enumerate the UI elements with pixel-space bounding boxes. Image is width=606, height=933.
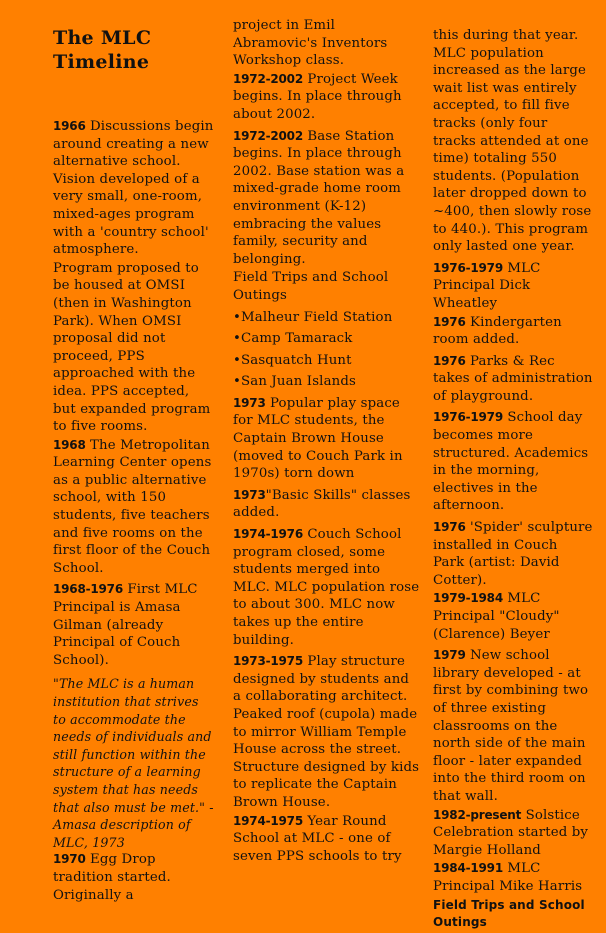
entry-text: MLC Principal Mike Harris — [433, 861, 583, 894]
timeline-entry-1968-1976 — [53, 581, 215, 669]
entry-year: 1966 — [53, 119, 86, 133]
entry-year: 1972-2002 — [233, 128, 303, 143]
timeline-entry-1976-parks — [433, 353, 593, 406]
entry-text: School day becomes more structured. Academics in the morning, electives in the afternoon. — [433, 410, 589, 514]
entry-year: 1976 — [433, 314, 466, 329]
entry-year: 1982-present — [433, 807, 522, 822]
entry-year: 1976-1979 — [433, 410, 503, 425]
timeline-entry-1976-kindergarten — [433, 314, 593, 349]
list-item: • San Juan Islands — [233, 373, 420, 391]
column-1 — [53, 26, 215, 905]
entry-text: New school library developed - at first by combining two of three existing classrooms on the north side of the main floor - later expanded into the third room on that wall. — [433, 648, 589, 804]
timeline-entry-1966 — [53, 118, 215, 259]
entry-year: 1974-1976 — [233, 527, 303, 542]
entry-year: 1984-1991 — [433, 861, 503, 876]
entry-text: Project Week begins. In place through about 2002. — [233, 71, 402, 122]
entry-text: Discussions begin around creating a new alternative school. Vision developed of a very small, one-room, mixed-ages program with a 'country school' atmosphere. — [53, 119, 214, 258]
entry-text: Popular play space for MLC students, the Captain Brown House (moved to Couch Park in 1970s) torn down — [233, 395, 403, 482]
entry-text: MLC Principal Dick Wheatley — [433, 260, 541, 311]
entry-text: "Basic Skills" classes added. — [233, 487, 411, 521]
entry-text: Solstice Celebration started by Margie Holland — [433, 807, 589, 858]
entry-year: 1974-1975 — [233, 813, 303, 828]
timeline-entry-1984-1991 — [433, 860, 593, 895]
entry-year: 1972-2002 — [233, 71, 303, 86]
timeline-entry-1973-captain-brown — [233, 395, 420, 483]
entry-text: MLC Principal "Cloudy" (Clarence) Beyer — [433, 591, 560, 642]
entry-text: Year Round School at MLC - one of seven PPS schools to try — [233, 813, 402, 864]
timeline-entry-1972-base-station — [233, 128, 420, 269]
entry-text: Base Station begins. In place through 2002. Base station was a mixed-grade home room environment (K-12) embracing the values family, security and belonging. — [233, 128, 405, 267]
timeline-entry-1968 — [53, 437, 215, 578]
timeline-entry-omsi: Program proposed to be housed at OMSI (then in Washington Park). When OMSI proposal did not proceed, PPS approached with the idea. PPS accepted, but expanded program to five rooms. — [53, 260, 211, 435]
entry-year: 1979-1984 — [433, 591, 503, 606]
entry-year: 1970 — [53, 852, 86, 867]
page-title: The MLC Timeline — [53, 27, 152, 73]
entry-year: 1979 — [433, 648, 466, 663]
entry-year: 1976-1979 — [433, 260, 503, 275]
entry-year: 1968-1976 — [53, 582, 123, 597]
timeline-entry-1972-project-week — [233, 71, 420, 124]
list-item: • Camp Tamarack — [233, 330, 420, 348]
timeline-entry-1973-basic-skills — [233, 487, 420, 522]
entry-text: Egg Drop tradition started. Originally a — [53, 852, 171, 903]
column-3 — [433, 27, 593, 933]
entry-year: 1968 — [53, 437, 86, 452]
field-trips-list — [233, 309, 420, 391]
timeline-entry-1982-solstice — [433, 807, 593, 860]
entry-text: First MLC Principal is Amasa Gilman (already Principal of Couch School). — [53, 582, 198, 668]
timeline-entry-1973-1975 — [233, 653, 420, 811]
entry-year: 1976 — [433, 520, 466, 535]
entry-text: Play structure designed by students and a collaborating architect. Peaked roof (cupola) made to mirror William Temple House across the street. Structure designed by kids to replicate the Captain Brown House. — [233, 654, 420, 810]
entry-year: 1973-1975 — [233, 654, 303, 669]
column-2 — [233, 17, 420, 866]
continued-text: this during that year. MLC population increased as the large wait list was entirely accepted, to fill five tracks (only four tracks attended at one time) totaling 550 students. (Population later dropped down to ~400, then slowly rose to 440.). This program only lasted one year. — [433, 28, 592, 255]
entry-text: Parks & Rec takes of administration of playground. — [433, 353, 593, 404]
entry-text: Kindergarten room added. — [433, 314, 562, 348]
field-trips-heading: Field Trips and School Outings — [233, 270, 389, 303]
entry-text: Couch School program closed, some students merged into MLC. MLC population rose to about 300. MLC now takes up the entire building. — [233, 527, 420, 648]
entry-year: 1973 — [233, 395, 266, 410]
entry-year: 1973 — [233, 487, 266, 502]
continued-text: project in Emil Abramovic's Inventors Workshop class. — [233, 18, 388, 69]
entry-text: The Metropolitan Learning Center opens as a public alternative school, with 150 students, five teachers and five rooms on the first floor of the Couch School. — [53, 437, 212, 576]
amasa-quote: "The MLC is a human institution that strives to accommodate the needs of individuals and still function within the structure of a learning system that has needs that also must be met." -Amasa description of MLC, 1973 — [53, 676, 214, 850]
entry-text: 'Spider' sculpture installed in Couch Park (artist: David Cotter). — [433, 520, 593, 588]
list-item: • Sasquatch Hunt — [233, 352, 420, 370]
timeline-entry-1979-library — [433, 647, 593, 805]
timeline-entry-1979-1984 — [433, 590, 593, 643]
list-item: • Malheur Field Station — [233, 309, 420, 327]
timeline-entry-1974-1975 — [233, 813, 420, 866]
timeline-entry-1976-1979-school-day — [433, 409, 593, 515]
field-trips-heading: Field Trips and School Outings — [433, 897, 585, 930]
timeline-entry-1974-1976 — [233, 526, 420, 649]
entry-year: 1976 — [433, 353, 466, 368]
timeline-entry-1970 — [53, 851, 215, 904]
timeline-entry-1976-spider — [433, 519, 593, 589]
timeline-entry-1976-wheatley — [433, 260, 593, 313]
